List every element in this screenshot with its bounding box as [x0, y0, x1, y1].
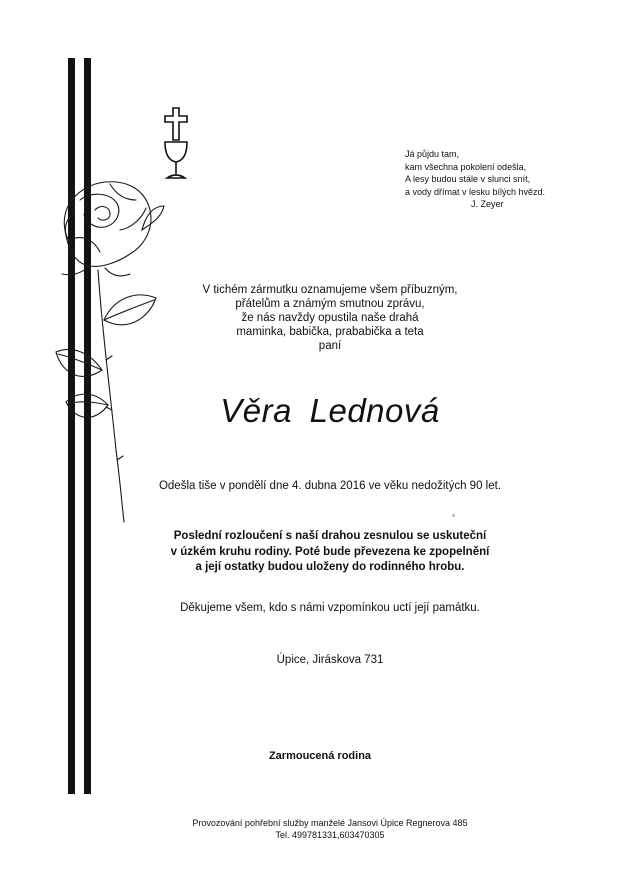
poem-quote [405, 148, 605, 211]
provider-name: Provozování pohřební služby manželé Jansovi Úpice Regnerova 485 [192, 818, 468, 828]
intro-line: že nás navždy opustila naše drahá [241, 312, 419, 324]
funeral-line: Poslední rozloučení s naší drahou zesnulou se uskuteční [173, 530, 487, 542]
funeral-details [120, 529, 540, 576]
provider-phone: Tel. 499781331,603470305 [275, 830, 385, 840]
funeral-line: v úzkém kruhu rodiny. Poté bude převezena ke zpopelnění [170, 545, 490, 558]
announcement-intro [160, 283, 500, 353]
death-notice: Odešla tiše v pondělí dne 4. dubna 2016 ve věku nedožitých 90 let. [158, 480, 502, 492]
thanks-note: Děkujeme všem, kdo s námi vzpomínkou uctí její památku. [180, 602, 480, 614]
poem-line: a vody dřímat v lesku bílých hvězd. [405, 186, 546, 197]
intro-line: paní [318, 340, 342, 352]
funeral-service-footer [130, 817, 530, 841]
poem-line: kam všechna pokolení odešla, [405, 161, 527, 172]
signature: Zarmoucená rodina [268, 750, 372, 762]
poem-author: J. Zeyer [471, 199, 504, 210]
rose-illustration [50, 170, 170, 530]
stray-dot [452, 514, 455, 517]
poem-line: Já půjdu tam, [405, 149, 460, 159]
poem-line: A lesy budou stále v slunci snít, [405, 174, 531, 185]
intro-line: V tichém zármutku oznamujeme všem příbuzným, [202, 284, 458, 296]
intro-line: maminka, babička, prababička a teta [236, 326, 424, 338]
funeral-line: a její ostatky budou uloženy do rodinného hrobu. [195, 561, 465, 573]
family-address: Úpice, Jiráskova 731 [276, 654, 384, 666]
intro-line: přátelům a známým smutnou zprávu, [235, 298, 425, 310]
deceased-name: Věra Lednová [220, 392, 440, 429]
